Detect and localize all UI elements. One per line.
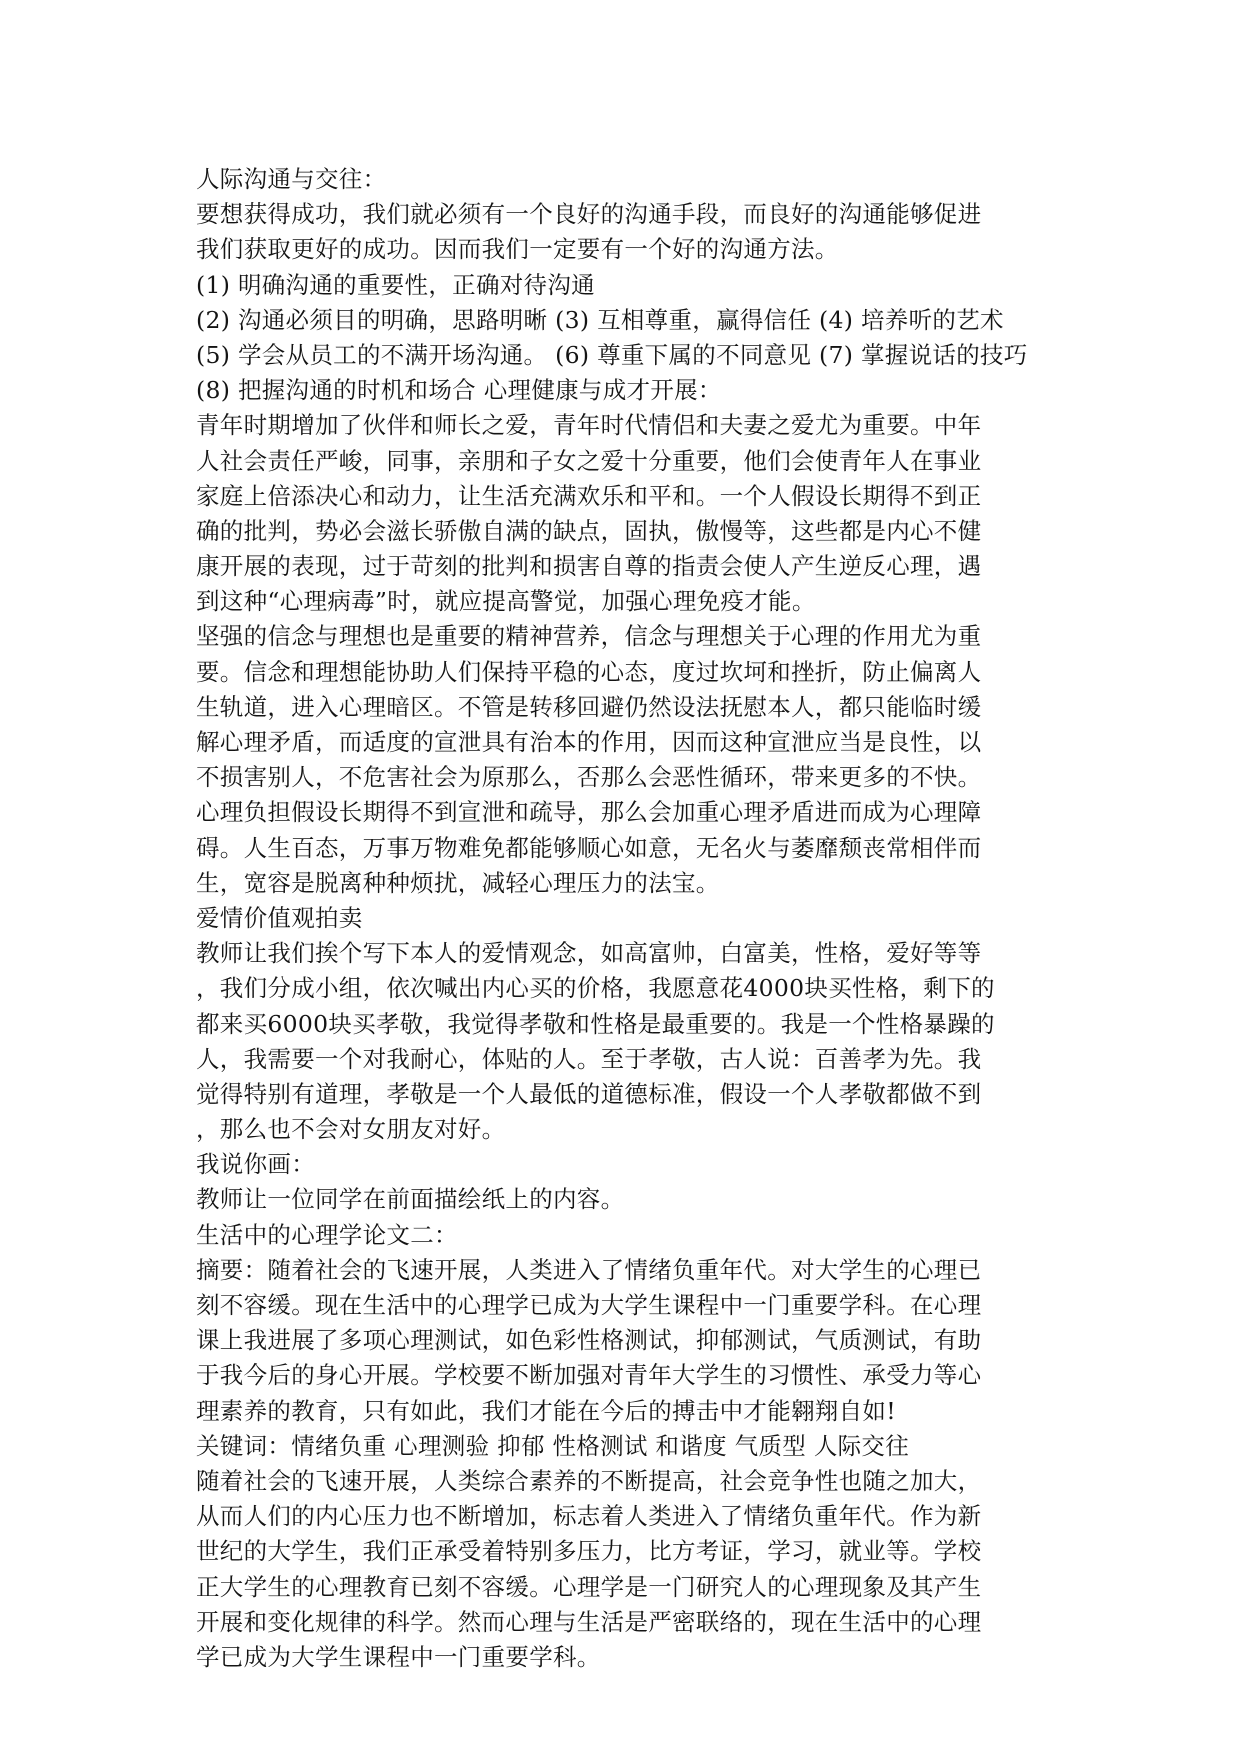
text-line: 人际沟通与交往： (196, 165, 387, 193)
text-line: 家庭上倍添决心和动力，让生活充满欢乐和平和。一个人假设长期得不到正 (196, 481, 982, 510)
text-line: 教师让我们挨个写下本人的爱情观念，如高富帅，白富美，性格，爱好等等 (196, 939, 982, 968)
text-line: 康开展的表现，过于苛刻的批判和损害自尊的指责会使人产生逆反心理，遇 (196, 552, 982, 581)
text-line: ，我们分成小组，依次喊出内心买的价格，我愿意花4000块买性格，剩下的 (196, 974, 995, 1003)
text-line: 刻不容缓。现在生活中的心理学已成为大学生课程中一门重要学科。在心理 (196, 1291, 982, 1319)
text-line: 理素养的教育，只有如此，我们才能在今后的搏击中才能翱翔自如! (196, 1396, 896, 1425)
text-line: ，那么也不会对女朋友对好。 (196, 1115, 506, 1144)
text-line: 人社会责任严峻，同事，亲朋和子女之爱十分重要，他们会使青年人在事业 (196, 446, 982, 475)
text-line: 随着社会的飞速开展，人类综合素养的不断提高，社会竞争性也随之加大， (196, 1466, 982, 1495)
text-line: 确的批判，势必会滋长骄傲自满的缺点，固执，傲慢等，这些都是内心不健 (196, 516, 982, 545)
text-line: 生活中的心理学论文二： (196, 1220, 458, 1249)
text-line: 世纪的大学生，我们正承受着特别多压力，比方考证，学习，就业等。学校 (196, 1537, 982, 1566)
text-line: 觉得特别有道理，孝敬是一个人最低的道德标准，假设一个人孝敬都做不到 (196, 1079, 982, 1108)
text-line: 生，宽容是脱离种种烦扰，减轻心理压力的法宝。 (196, 868, 720, 897)
text-line: 于我今后的身心开展。学校要不断加强对青年大学生的习惯性、承受力等心 (196, 1361, 982, 1390)
text-line: (5) 学会从员工的不满开场沟通。 (6) 尊重下属的不同意见 (7) 掌握说话的技巧 (196, 340, 1028, 369)
text-line: 青年时期增加了伙伴和师长之爱，青年时代情侣和夫妻之爱尤为重要。中年 (196, 411, 982, 440)
text-line: 生轨道，进入心理暗区。不管是转移回避仍然设法抚慰本人，都只能临时缓 (196, 692, 982, 721)
text-line: 从而人们的内心压力也不断增加，标志着人类进入了情绪负重年代。作为新 (196, 1502, 982, 1531)
text-line: 课上我进展了多项心理测试，如色彩性格测试，抑郁测试，气质测试，有助 (196, 1326, 982, 1355)
text-line: (8) 把握沟通的时机和场合 心理健康与成才开展： (196, 376, 722, 405)
text-line: 都来买6000块买孝敬，我觉得孝敬和性格是最重要的。我是一个性格暴躁的 (196, 1009, 995, 1038)
text-line: 要。信念和理想能协助人们保持平稳的心态，度过坎坷和挫折，防止偏离人 (196, 657, 982, 686)
text-line: 爱情价值观拍卖 (196, 903, 363, 932)
text-line: 我们获取更好的成功。因而我们一定要有一个好的沟通方法。 (196, 235, 839, 264)
text-line: 坚强的信念与理想也是重要的精神营养，信念与理想关于心理的作用尤为重 (196, 622, 982, 651)
text-line: 不损害别人，不危害社会为原那么，否那么会恶性循环，带来更多的不快。 (196, 763, 982, 792)
text-line: 学已成为大学生课程中一门重要学科。 (196, 1642, 601, 1671)
text-line: (2) 沟通必须目的明确，思路明晰 (3) 互相尊重，赢得信任 (4) 培养听的艺术 (196, 305, 1004, 334)
text-line: 教师让一位同学在前面描绘纸上的内容。 (196, 1185, 625, 1214)
text-line: 开展和变化规律的科学。然而心理与生活是严密联络的，现在生活中的心理 (196, 1607, 982, 1636)
text-line: 心理负担假设长期得不到宣泄和疏导，那么会加重心理矛盾进而成为心理障 (196, 798, 982, 827)
text-line: 人，我需要一个对我耐心，体贴的人。至于孝敬，古人说：百善孝为先。我 (196, 1044, 982, 1073)
text-line: 我说你画： (196, 1150, 315, 1179)
text-line: (1) 明确沟通的重要性，正确对待沟通 (196, 270, 595, 299)
document-body (196, 162, 1056, 1675)
text-line: 解心理矛盾，而适度的宣泄具有治本的作用，因而这种宣泄应当是良性，以 (196, 728, 982, 756)
text-line: 到这种“心理病毒”时，就应提高警觉，加强心理免疫才能。 (196, 587, 816, 616)
text-line: 关键词：情绪负重 心理测验 抑郁 性格测试 和谐度 气质型 人际交往 (196, 1431, 910, 1460)
text-line: 要想获得成功，我们就必须有一个良好的沟通手段，而良好的沟通能够促进 (196, 200, 982, 229)
text-line: 碍。人生百态，万事万物难免都能够顺心如意，无名火与萎靡颓丧常相伴而 (196, 833, 982, 862)
text-line: 正大学生的心理教育已刻不容缓。心理学是一门研究人的心理现象及其产生 (196, 1572, 982, 1601)
text-line: 摘要：随着社会的飞速开展，人类进入了情绪负重年代。对大学生的心理已 (196, 1255, 982, 1284)
